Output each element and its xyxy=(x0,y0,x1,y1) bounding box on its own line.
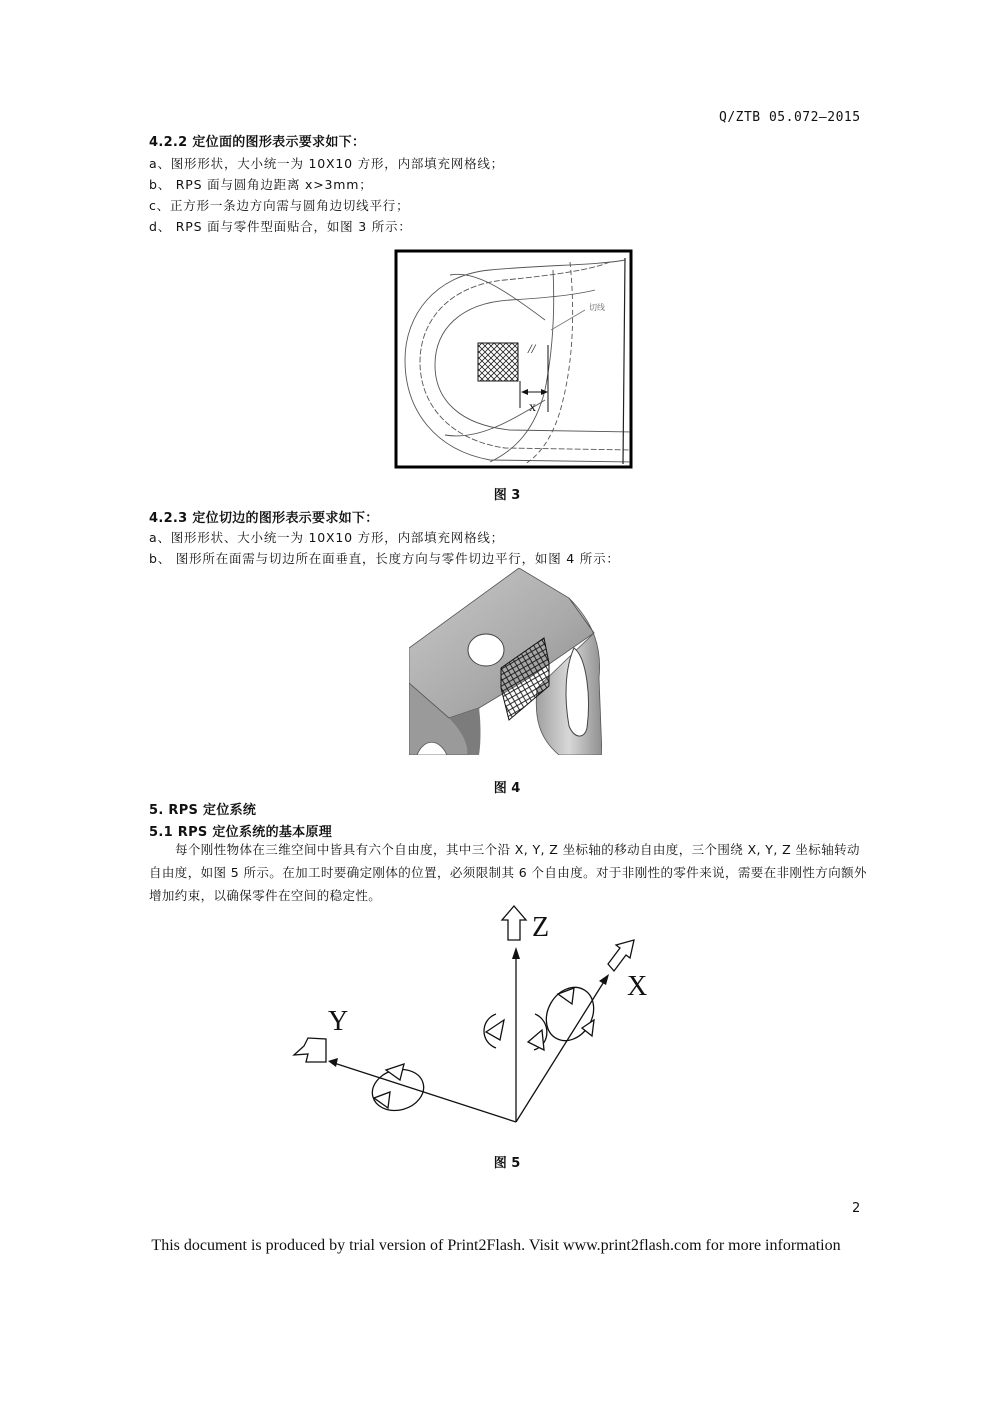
section-4-2-2-item-c: c、正方形一条边方向需与圆角边切线平行； xyxy=(149,198,410,213)
section-5-1-paragraph: 每个刚性物体在三维空间中皆具有六个自由度，其中三个沿 X, Y, Z 坐标轴的移动自由度，三个围绕 X, Y, Z 坐标轴转动自由度，如图 5 所示。在加工时要确定刚体的位置，必须限制其 6 个自由度。对于非刚性的零件来说，需要在非刚性方向额外增加约束，以确保零件在空间的稳定性。 xyxy=(149,842,867,903)
figure-3-x-label: x xyxy=(529,400,536,415)
figure-3 xyxy=(395,250,632,468)
figure-4 xyxy=(409,568,602,755)
figure-3-caption: 图 3 xyxy=(493,488,521,503)
figure-5-x-arrowhead xyxy=(599,974,609,985)
figure-4-caption: 图 4 xyxy=(493,781,521,796)
figure-5-caption: 图 5 xyxy=(493,1156,521,1171)
figure-3-parallel-mark: // xyxy=(528,341,536,356)
figure-3-rps-square xyxy=(478,343,518,381)
section-4-2-2-item-d: d、 RPS 面与零件型面贴合，如图 3 所示： xyxy=(149,219,412,234)
section-5-title: 5. RPS 定位系统 xyxy=(149,803,257,818)
figure-5-y-label: Y xyxy=(328,1006,349,1037)
section-4-2-2-title: 4.2.2 定位面的图形表示要求如下： xyxy=(149,135,366,150)
section-5-1-title: 5.1 RPS 定位系统的基本原理 xyxy=(149,825,333,840)
figure-5-y-axis xyxy=(334,1063,516,1122)
page-number: 2 xyxy=(852,1201,861,1216)
figure-5-z-label: Z xyxy=(532,912,550,943)
figure-5-x-axis xyxy=(516,980,605,1122)
section-4-2-3-item-a: a、图形形状、大小统一为 10X10 方形，内部填充网格线； xyxy=(149,530,504,545)
section-4-2-2-item-a: a、图形形状，大小统一为 10X10 方形，内部填充网格线； xyxy=(149,156,504,171)
figure-5-z-translation-arrow xyxy=(502,906,526,940)
figure-3-angle-label: 切线 xyxy=(589,303,605,312)
figure-5-y-arrowhead xyxy=(328,1058,338,1067)
figure-5-x-rotation xyxy=(537,979,603,1049)
figure-5-y-translation-arrow xyxy=(294,1038,326,1062)
figure-5-x-translation-arrow xyxy=(608,940,634,971)
figure-5-x-label: X xyxy=(627,971,648,1002)
figure-5-z-arrowhead xyxy=(512,947,520,959)
trial-footer: This document is produced by trial version of Print2Flash. Visit www.print2flash.com for more information xyxy=(151,1237,841,1254)
section-4-2-3-title: 4.2.3 定位切边的图形表示要求如下： xyxy=(149,511,379,526)
figure-4-hole xyxy=(468,634,504,666)
section-4-2-3-item-b: b、 图形所在面需与切边所在面垂直，长度方向与零件切边平行，如图 4 所示： xyxy=(149,551,620,566)
section-4-2-2-item-b: b、 RPS 面与圆角边距离 x>3mm； xyxy=(149,177,373,192)
figure-5 xyxy=(290,902,660,1132)
standard-number: Q/ZTB 05.072—2015 xyxy=(719,110,861,125)
